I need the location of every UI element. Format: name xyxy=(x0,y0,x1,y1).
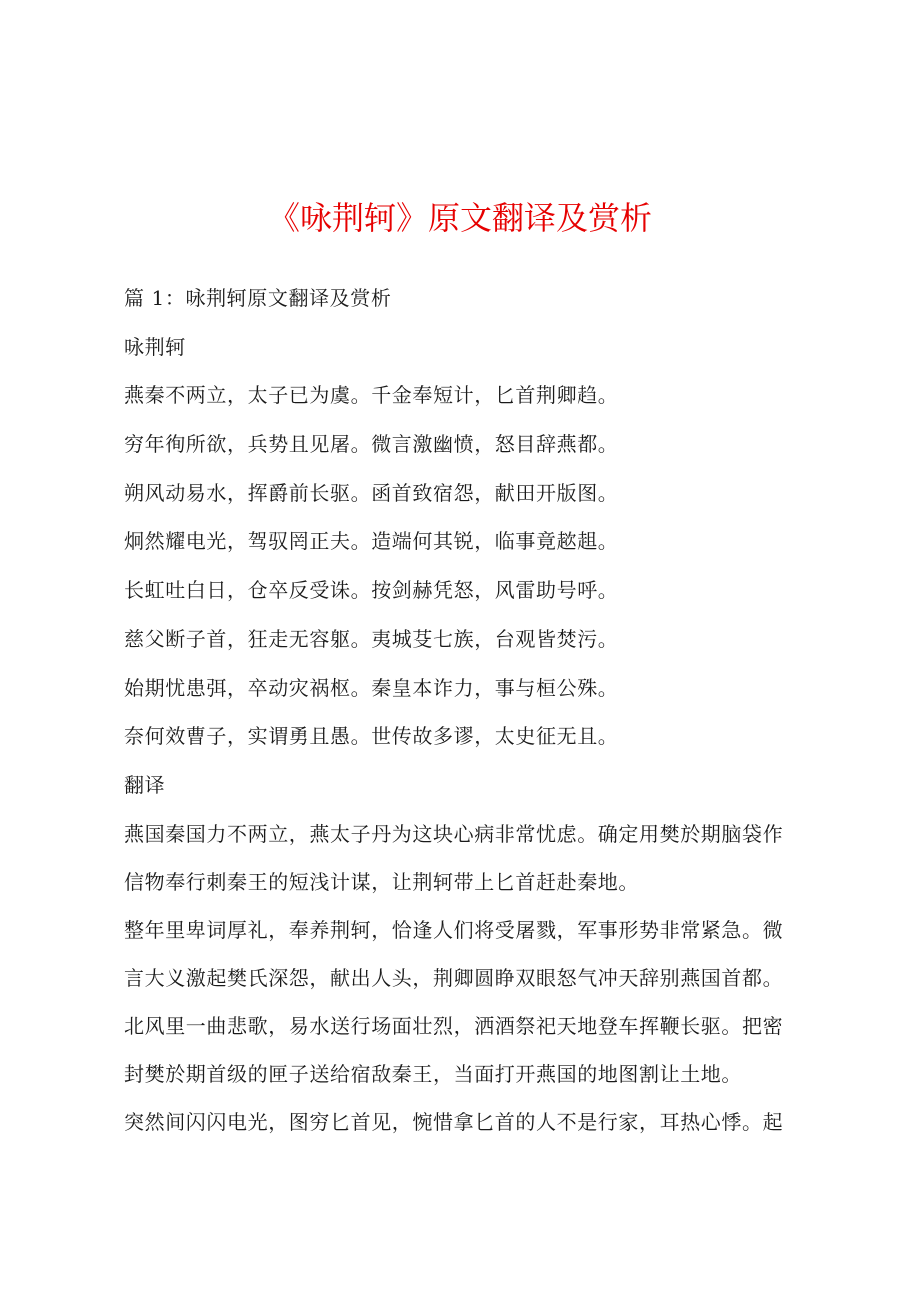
poem-line: 慈父断子首，狂走无容躯。夷城芟七族，台观皆焚污。 xyxy=(124,626,619,651)
translation-line: 燕国秦国力不两立，燕太子丹为这块心病非常忧虑。确定用樊於期脑袋作 xyxy=(124,821,784,846)
document-title: 《咏荆轲》原文翻译及赏析 xyxy=(267,199,652,237)
poem-title: 咏荆轲 xyxy=(124,334,186,359)
translation-line: 突然间闪闪电光，图穷匕首见，惋惜拿匕首的人不是行家，耳热心悸。起 xyxy=(124,1109,784,1134)
poem-line: 燕秦不两立，太子已为虞。千金奉短计，匕首荆卿趋。 xyxy=(124,383,619,408)
poem-line: 穷年徇所欲，兵势且见屠。微言激幽愤，怒目辞燕都。 xyxy=(124,432,619,457)
translation-line: 言大义激起樊氏深怨，献出人头，荆卿圆睁双眼怒气冲天辞别燕国首都。 xyxy=(124,965,784,990)
section-heading: 篇 1：咏荆轲原文翻译及赏析 xyxy=(124,286,392,310)
translation-line: 信物奉行刺秦王的短浅计谋，让荆轲带上匕首赶赴秦地。 xyxy=(124,869,639,894)
translation-line: 北风里一曲悲歌，易水送行场面壮烈，洒酒祭祀天地登车挥鞭长驱。把密 xyxy=(124,1013,784,1038)
poem-line: 长虹吐白日，仓卒反受诛。按剑赫凭怒，风雷助号呼。 xyxy=(124,578,619,603)
translation-line: 封樊於期首级的匣子送给宿敌秦王，当面打开燕国的地图割让土地。 xyxy=(124,1061,742,1086)
poem-line: 始期忧患弭，卒动灾祸枢。秦皇本诈力，事与桓公殊。 xyxy=(124,675,619,700)
poem-line: 炯然耀电光，驾驭罔正夫。造端何其锐，临事竟趑趄。 xyxy=(124,529,619,554)
poem-line: 朔风动易水，挥爵前长驱。函首致宿怨，献田开版图。 xyxy=(124,480,619,505)
translation-line: 整年里卑词厚礼，奉养荆轲，恰逢人们将受屠戮，军事形势非常紧急。微 xyxy=(124,917,784,942)
translation-heading: 翻译 xyxy=(124,772,166,797)
document-body xyxy=(124,282,824,1154)
poem-line: 奈何效曹子，实谓勇且愚。世传故多谬，太史征无且。 xyxy=(124,724,619,749)
